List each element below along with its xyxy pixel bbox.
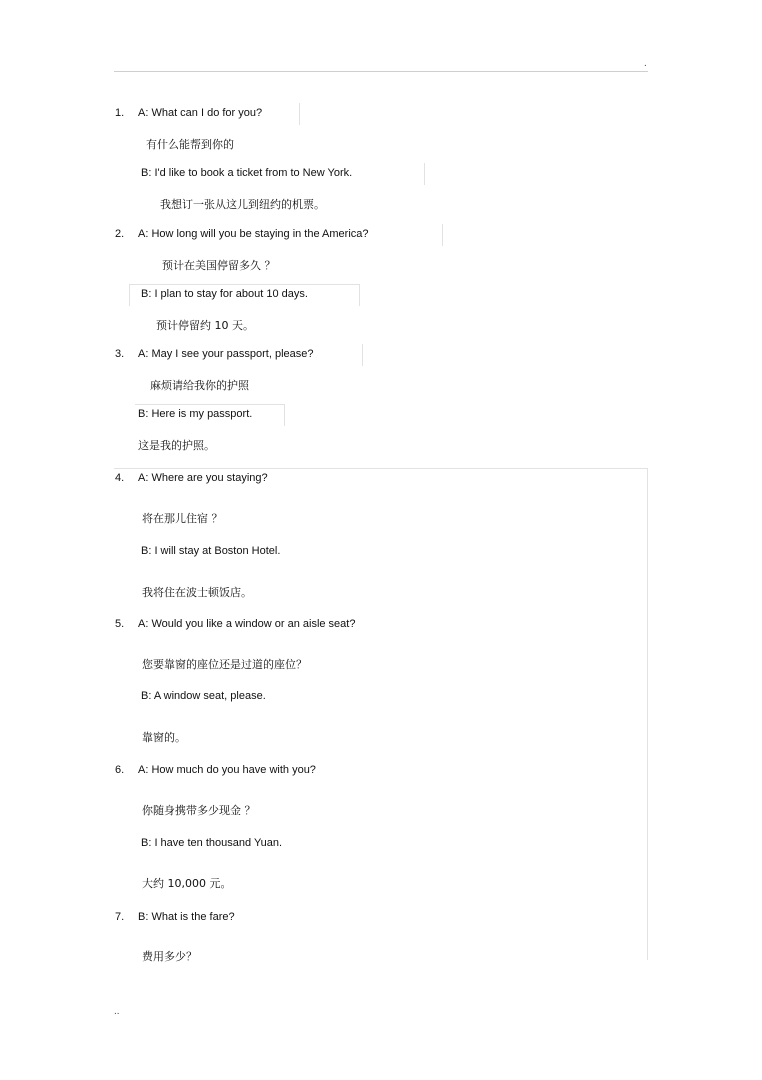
header-corner-mark: . [644, 58, 647, 69]
item-number: 3. [115, 348, 125, 360]
answer-translation: 我想订一张从这儿到纽约的机票。 [160, 198, 325, 211]
question-text: A: May I see your passport, please? [138, 348, 314, 360]
question-translation: 麻烦请给我你的护照 [150, 379, 249, 392]
box-line [284, 404, 285, 426]
question-translation: 有什么能帮到你的 [146, 138, 234, 151]
item-number: 6. [115, 764, 125, 776]
box-line [362, 344, 363, 366]
item-number: 2. [115, 228, 125, 240]
item-number: 4. [115, 472, 125, 484]
answer-text: B: A window seat, please. [141, 690, 266, 702]
answer-text: B: I plan to stay for about 10 days. [141, 288, 308, 300]
box-line [135, 404, 285, 405]
answer-translation: 我将住在波士顿饭店。 [142, 586, 252, 599]
question-translation: 你随身携带多少现金 ？ [142, 804, 256, 817]
box-line [299, 103, 300, 125]
footer-corner-mark: .. [114, 1006, 120, 1017]
box-line [359, 284, 360, 306]
answer-translation: 大约 10,000 元。 [142, 877, 232, 890]
answer-translation: 靠窗的。 [142, 731, 186, 744]
question-translation: 将在那儿住宿 ？ [142, 512, 223, 525]
question-translation: 您要靠窗的座位还是过道的座位？ [142, 658, 307, 671]
question-text: A: Would you like a window or an aisle seat? [138, 618, 356, 630]
question-text: A: Where are you staying? [138, 472, 268, 484]
box-line [129, 284, 130, 306]
answer-text: B: I will stay at Boston Hotel. [141, 545, 281, 557]
answer-text: B: I have ten thousand Yuan. [141, 837, 283, 849]
question-translation: 费用多少？ [142, 950, 197, 963]
question-text: A: How long will you be staying in the America? [138, 228, 369, 240]
answer-translation: 这是我的护照。 [138, 439, 215, 452]
question-text: A: How much do you have with you? [138, 764, 316, 776]
question-text: B: What is the fare? [138, 911, 235, 923]
answer-translation: 预计停留约 10 天。 [156, 319, 254, 332]
table-box-top [114, 468, 648, 469]
header-rule [114, 71, 648, 72]
answer-text: B: I'd like to book a ticket from to New York. [141, 167, 353, 179]
table-box-right [647, 468, 648, 960]
answer-text: B: Here is my passport. [138, 408, 253, 420]
item-number: 7. [115, 911, 125, 923]
box-line [424, 163, 425, 185]
item-number: 5. [115, 618, 125, 630]
item-number: 1. [115, 107, 125, 119]
question-text: A: What can I do for you? [138, 107, 263, 119]
box-line [129, 284, 359, 285]
box-line [442, 224, 443, 246]
question-translation: 预计在美国停留多久 ？ [162, 259, 276, 272]
